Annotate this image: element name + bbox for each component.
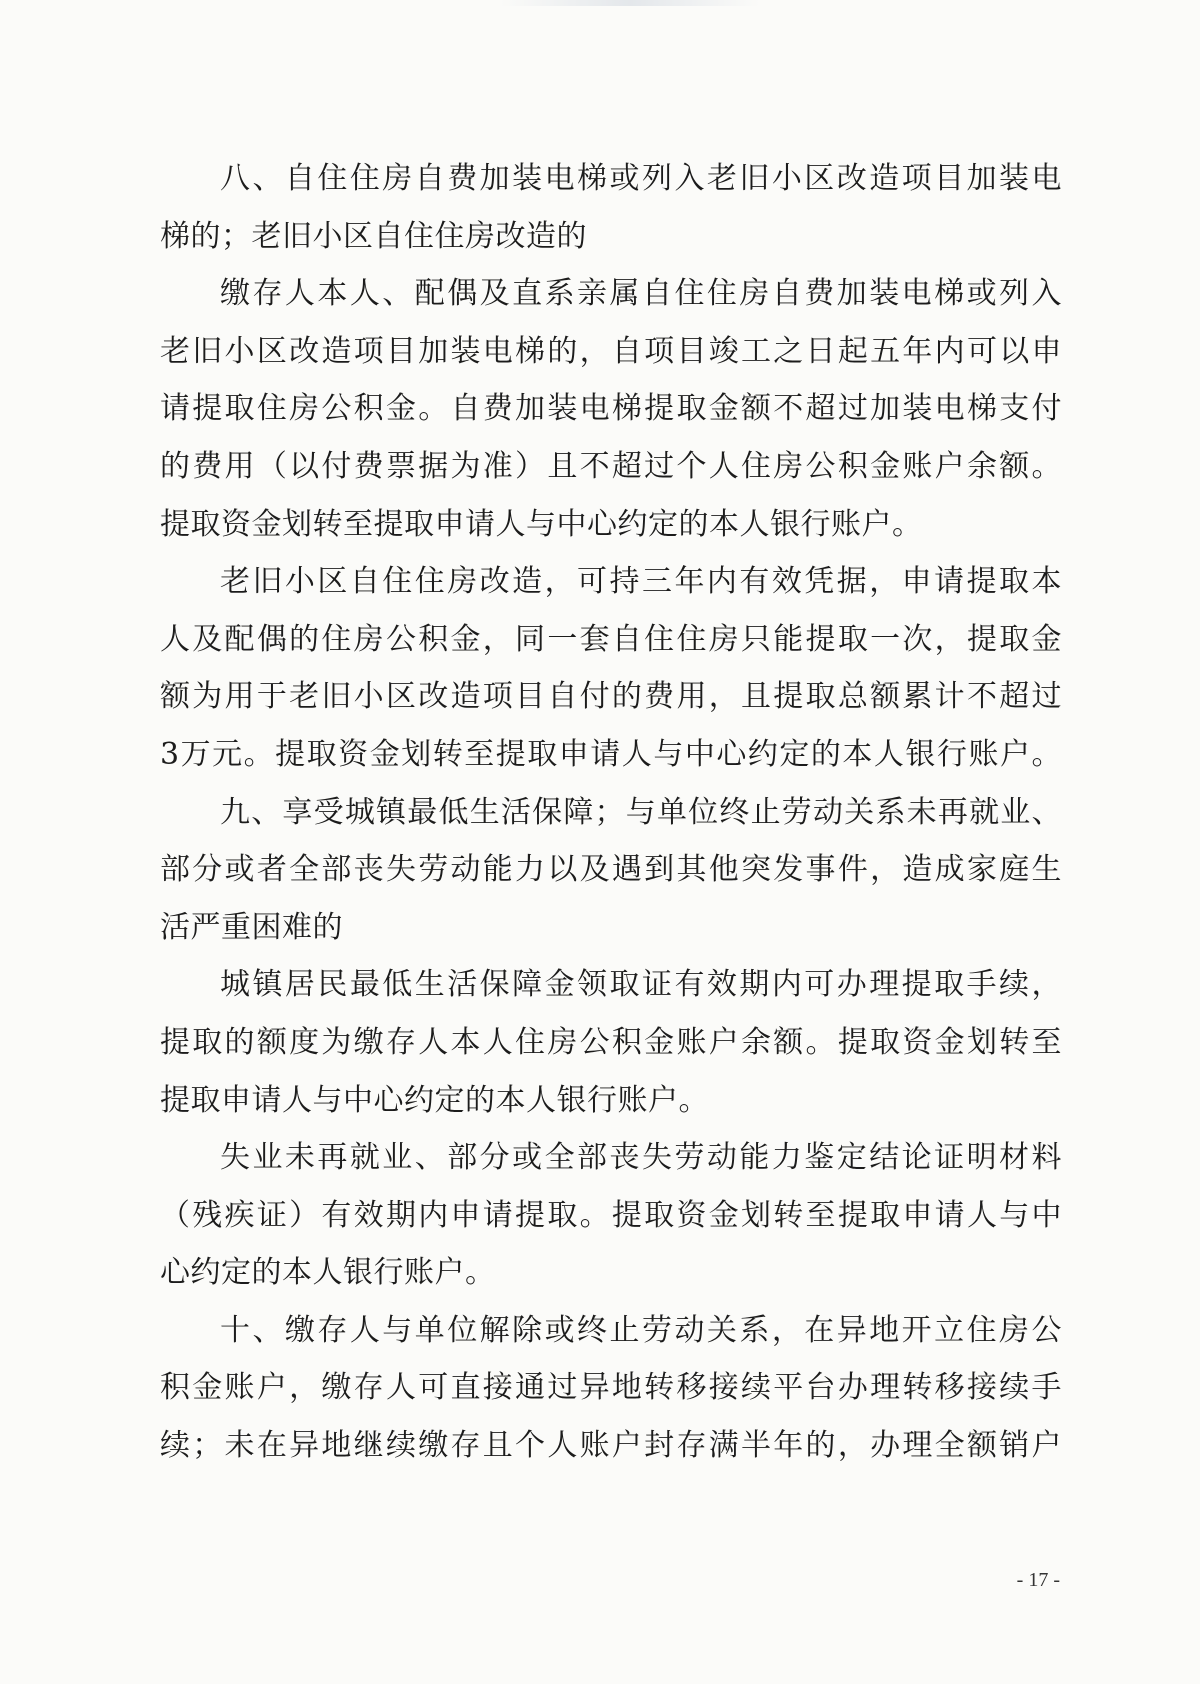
heading-9-line-3: 活严重困难的	[160, 909, 343, 945]
para-9-minimum-living-line-1: 城镇居民最低生活保障金领取证有效期内可办理提取手续，	[220, 967, 1062, 1003]
heading-8-line-1: 八、自住住房自费加装电梯或列入老旧小区改造项目加装电	[220, 161, 1062, 196]
para-8-renovation-line-3: 额为用于老旧小区改造项目自付的费用，且提取总额累计不超过	[160, 679, 1062, 715]
para-8-renovation-line-1: 老旧小区自住住房改造，可持三年内有效凭据，申请提取本	[220, 564, 1062, 600]
para-8-elevator-line-2: 老旧小区改造项目加装电梯的，自项目竣工之日起五年内可以申	[160, 333, 1062, 369]
para-9-unemployment-line-1: 失业未再就业、部分或全部丧失劳动能力鉴定结论证明材料	[220, 1140, 1062, 1176]
para-8-elevator-line-5: 提取资金划转至提取申请人与中心约定的本人银行账户。	[160, 506, 923, 542]
heading-8-line-2: 梯的；老旧小区自住住房改造的	[160, 218, 587, 254]
heading-10-line-3: 续；未在异地继续缴存且个人账户封存满半年的，办理全额销户	[160, 1428, 1062, 1464]
document-body	[160, 150, 1062, 1475]
para-8-elevator-line-4: 的费用（以付费票据为准）且不超过个人住房公积金账户余额。	[160, 448, 1062, 484]
para-8-elevator-line-1: 缴存人本人、配偶及直系亲属自住住房自费加装电梯或列入	[220, 276, 1062, 312]
para-8-renovation-line-2: 人及配偶的住房公积金，同一套自住住房只能提取一次，提取金	[160, 621, 1062, 657]
heading-10-line-2: 积金账户，缴存人可直接通过异地转移接续平台办理转移接续手	[160, 1370, 1062, 1406]
heading-9-line-2: 部分或者全部丧失劳动能力以及遇到其他突发事件，造成家庭生	[160, 852, 1062, 888]
para-9-minimum-living-line-2: 提取的额度为缴存人本人住房公积金账户余额。提取资金划转至	[160, 1024, 1062, 1060]
scan-artifact	[500, 0, 760, 6]
para-9-minimum-living-line-3: 提取申请人与中心约定的本人银行账户。	[160, 1082, 709, 1118]
para-9-unemployment-line-3: 心约定的本人银行账户。	[160, 1255, 496, 1291]
heading-9-line-1: 九、享受城镇最低生活保障；与单位终止劳动关系未再就业、	[220, 794, 1062, 830]
page-number: - 17 -	[1016, 1569, 1060, 1591]
para-8-elevator-line-3: 请提取住房公积金。自费加装电梯提取金额不超过加装电梯支付	[160, 391, 1062, 427]
para-8-renovation-line-4: 3万元。提取资金划转至提取申请人与中心约定的本人银行账户。	[160, 736, 1062, 772]
heading-10-line-1: 十、缴存人与单位解除或终止劳动关系，在异地开立住房公	[220, 1312, 1062, 1348]
para-9-unemployment-line-2: （残疾证）有效期内申请提取。提取资金划转至提取申请人与中	[160, 1197, 1062, 1233]
